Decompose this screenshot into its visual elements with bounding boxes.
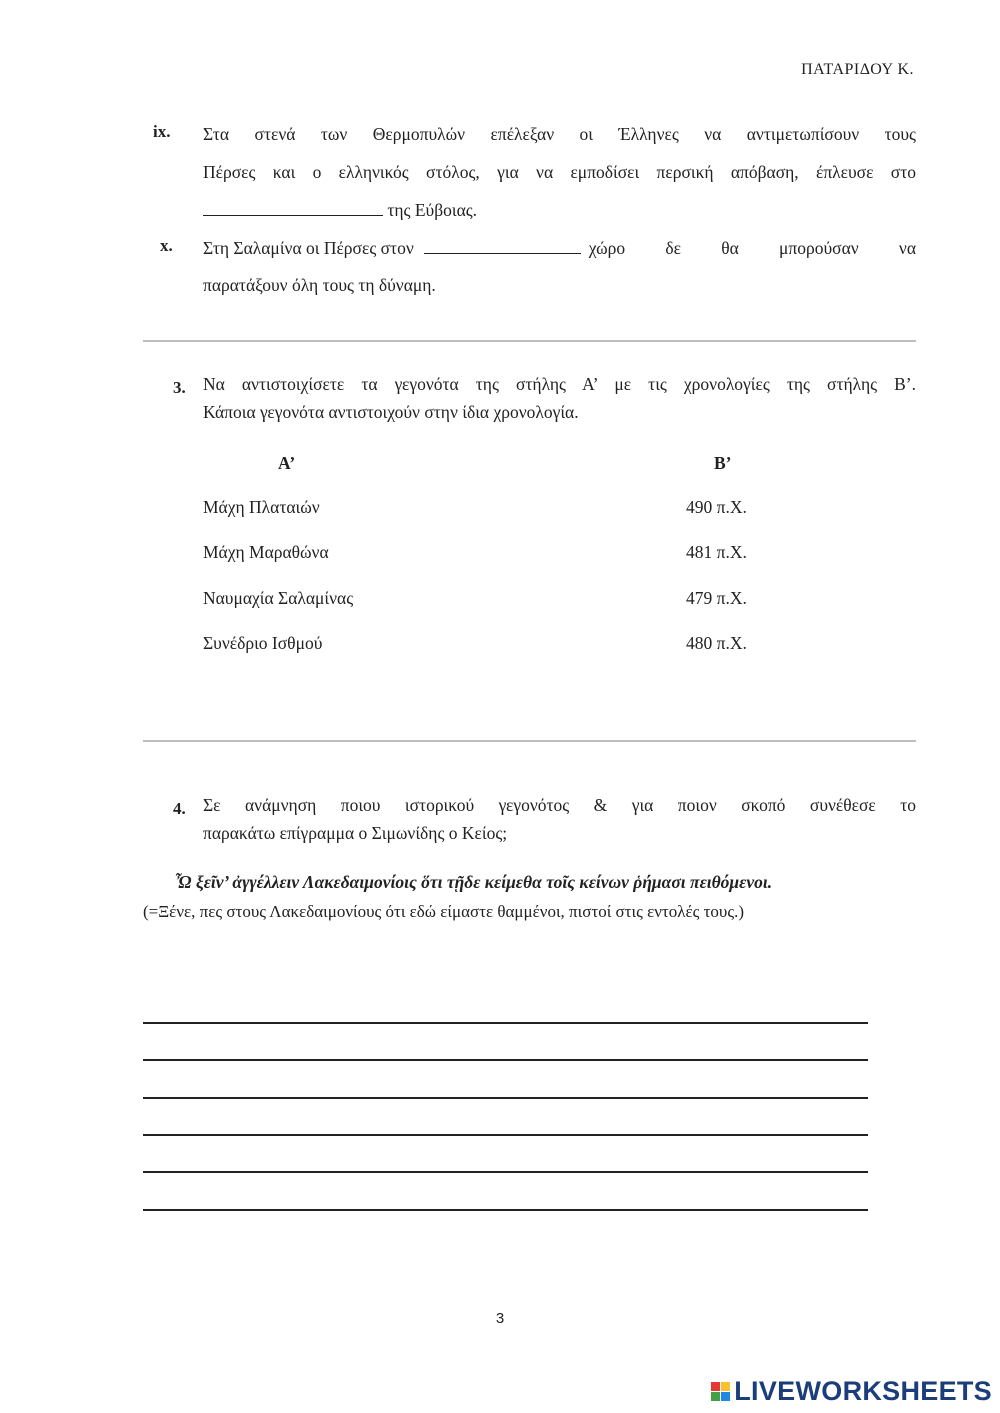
q3-line1: Να αντιστοιχίσετε τα γεγονότα της στήλης Α’ με τις χρονολογίες της στήλης Β’.: [203, 374, 916, 394]
item-number-ix: ix.: [153, 122, 171, 141]
date-item[interactable]: 479 π.Χ.: [686, 588, 747, 608]
q4-line2: παρακάτω επίγραμμα ο Σιμωνίδης ο Κείος;: [203, 823, 508, 843]
event-item[interactable]: Ναυμαχία Σαλαμίνας: [203, 588, 354, 608]
event-item[interactable]: Μάχη Μαραθώνα: [203, 542, 329, 562]
section-divider: [143, 340, 916, 342]
answer-line[interactable]: [143, 1022, 868, 1024]
item-number-x: x.: [160, 236, 173, 255]
date-item[interactable]: 480 π.Χ.: [686, 633, 747, 653]
answer-line[interactable]: [143, 1134, 868, 1136]
date-item[interactable]: 490 π.Χ.: [686, 497, 747, 517]
epigram-text: Ὦ ξεῖν’ ἀγγέλλειν Λακεδαιμονίοις ὅτι τῇδε κείμεθα τοῖς κείνων ῥήμασι πειθόμενοι.: [175, 872, 773, 892]
logo-grid-icon: [711, 1382, 730, 1401]
answer-line[interactable]: [143, 1097, 868, 1099]
fill-blank-x[interactable]: [424, 239, 581, 254]
item-x-line1: [203, 229, 916, 267]
item-x-text-before: Στη Σαλαμίνα οι Πέρσες στον: [203, 238, 414, 258]
answer-line[interactable]: [143, 1209, 868, 1211]
date-item[interactable]: 481 π.Χ.: [686, 542, 747, 562]
column-b-header: Β’: [714, 453, 732, 473]
item-ix-line1: Στα στενά των Θερμοπυλών επέλεξαν οι Έλληνες να αντιμετωπίσουν τους: [203, 124, 916, 144]
epigram-translation: (=Ξένε, πες στους Λακεδαιμονίους ότι εδώ είμαστε θαμμένοι, πιστοί στις εντολές τους.): [143, 902, 744, 921]
event-item[interactable]: Μάχη Πλαταιών: [203, 497, 320, 517]
item-x-text-after: χώρο δε θα μπορούσαν να: [588, 238, 916, 258]
fill-blank-ix[interactable]: [203, 201, 383, 216]
author-header: ΠΑΤΑΡΙΔΟΥ Κ.: [801, 61, 914, 78]
q3-line2: Κάποια γεγονότα αντιστοιχούν στην ίδια χρονολογία.: [203, 402, 579, 422]
item-x-line2: παρατάξουν όλη τους τη δύναμη.: [203, 275, 436, 295]
question-number-4: 4.: [173, 799, 186, 818]
event-item[interactable]: Συνέδριο Ισθμού: [203, 633, 323, 653]
section-divider: [143, 740, 916, 742]
q4-line1: Σε ανάμνηση ποιου ιστορικού γεγονότος & για ποιον σκοπό συνέθεσε το: [203, 795, 916, 815]
answer-line[interactable]: [143, 1059, 868, 1061]
item-ix-line2: Πέρσες και ο ελληνικός στόλος, για να εμποδίσει περσική απόβαση, έπλευσε στο: [203, 162, 916, 182]
page-number: 3: [495, 1310, 505, 1327]
answer-line[interactable]: [143, 1171, 868, 1173]
liveworksheets-logo: [711, 1376, 992, 1407]
logo-wordmark: LIVEWORKSHEETS: [734, 1376, 992, 1406]
column-a-header: Α’: [278, 453, 296, 473]
item-ix-line3: της Εύβοιας.: [387, 200, 478, 220]
question-number-3: 3.: [173, 378, 186, 397]
